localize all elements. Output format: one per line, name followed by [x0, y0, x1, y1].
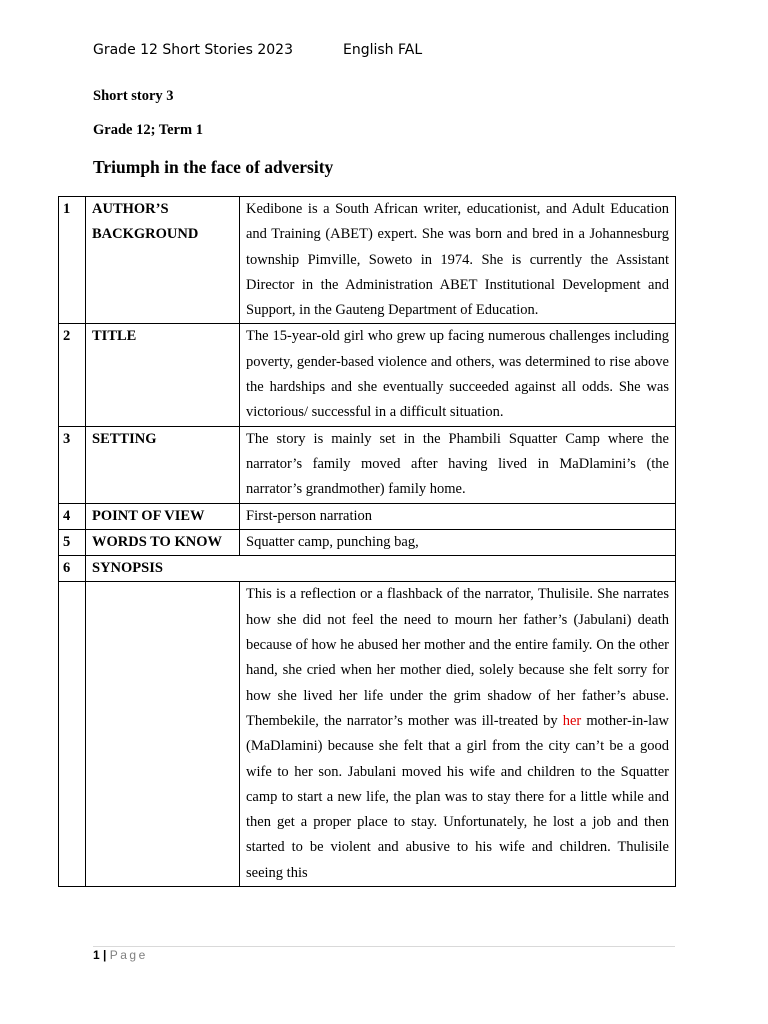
grade-term: Grade 12; Term 1 [93, 122, 203, 138]
page-label: Page [109, 948, 148, 962]
table-row [59, 529, 676, 555]
footer-divider [93, 946, 675, 947]
empty-cell [59, 582, 86, 887]
synopsis-row [59, 582, 676, 887]
row-number: 3 [59, 426, 86, 503]
row-label: TITLE [86, 324, 240, 426]
row-number: 6 [59, 556, 86, 582]
row-text: First-person narration [240, 503, 676, 529]
footer-separator: | [103, 948, 107, 962]
story-table [58, 196, 676, 887]
row-number: 4 [59, 503, 86, 529]
synopsis-text-part: mother-in-law (MaDlamini) because she felt that a girl from the city can’t be a good wife to her son. Jabulani moved his wife and children to the Squatter camp to start a new life, the plan was to stay there for a little while and then get a proper place to stay. Unfortunately, he lost a job and then started to be violent and abusive to his wife and children. Thulisile seeing this [246, 712, 670, 881]
synopsis-text [240, 582, 676, 887]
row-text: The 15-year-old girl who grew up facing numerous challenges including poverty, gender-based violence and others, was determined to rise above the hardships and she eventually succeeded against all odds. She was victorious/ successful in a difficult situation. [240, 324, 676, 426]
header-right: English FAL [343, 42, 423, 58]
synopsis-header-row [59, 556, 676, 582]
empty-cell [86, 582, 240, 887]
page-footer [93, 948, 148, 962]
row-label: SETTING [86, 426, 240, 503]
synopsis-highlight: her [562, 712, 582, 729]
row-text: Squatter camp, punching bag, [240, 529, 676, 555]
synopsis-label: SYNOPSIS [86, 556, 676, 582]
page-number: 1 [93, 948, 100, 962]
table-row [59, 503, 676, 529]
table-row [59, 324, 676, 426]
row-text: Kedibone is a South African writer, educationist, and Adult Education and Training (ABET) expert. She was born and bred in a Johannesburg township Pimville, Soweto in 1974. She is currently the Assistant Director in the Administration ABET Institutional Development and Support, in the Gauteng Department of Education. [240, 197, 676, 324]
header-left: Grade 12 Short Stories 2023 [93, 42, 293, 58]
row-number: 2 [59, 324, 86, 426]
table-row [59, 426, 676, 503]
page-header [93, 42, 423, 58]
story-title: Triumph in the face of adversity [93, 157, 334, 177]
synopsis-text-part: This is a reflection or a flashback of the narrator, Thulisile. She narrates how she did not feel the need to mourn her father’s (Jabulani) death because of how he abused her mother and the entire family. On the other hand, she cried when her mother died, solely because she felt sorry for how she lived her life under the grim shadow of her father’s abuse. Thembekile, the narrator’s mother was ill-treated by [246, 586, 669, 729]
row-text: The story is mainly set in the Phambili Squatter Camp where the narrator’s family moved after having lived in MaDlamini’s (the narrator’s grandmother) family home. [240, 426, 676, 503]
row-number: 1 [59, 197, 86, 324]
row-label: POINT OF VIEW [86, 503, 240, 529]
table-row [59, 197, 676, 324]
story-number: Short story 3 [93, 88, 174, 104]
row-label: WORDS TO KNOW [86, 529, 240, 555]
row-number: 5 [59, 529, 86, 555]
row-label: AUTHOR’S BACKGROUND [86, 197, 240, 324]
